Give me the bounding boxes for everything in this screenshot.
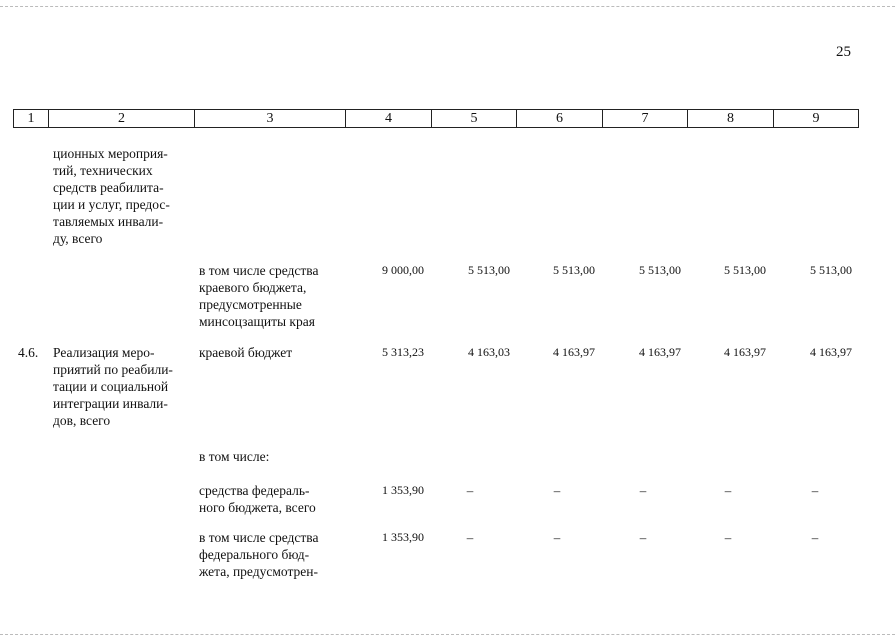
- page-number: 25: [836, 44, 851, 60]
- header-cell-3: 3: [195, 110, 346, 127]
- row-value-col4: 1 353,90: [382, 483, 424, 497]
- row-value-col6: 5 513,00: [553, 263, 595, 277]
- row-funding-source: в том числе средства федерального бюд- жета, предусмотрен-: [199, 530, 319, 579]
- row-value-col4: 1 353,90: [382, 530, 424, 544]
- header-cell-5: 5: [432, 110, 517, 127]
- row-item-number: 4.6.: [18, 345, 39, 360]
- row-value-col5: –: [466, 483, 474, 498]
- row-item-name: Реализация меро- приятий по реабили- тации и социальной интеграции инвали- дов, всего: [53, 345, 173, 428]
- row-value-col8: 4 163,97: [724, 345, 766, 359]
- scan-edge-top: [0, 6, 895, 7]
- header-cell-4: 4: [346, 110, 432, 127]
- row-funding-source: краевой бюджет: [199, 345, 293, 360]
- row-value-col9: –: [811, 483, 819, 498]
- row-value-col5: 4 163,03: [468, 345, 510, 359]
- row-value-col7: –: [639, 483, 647, 498]
- header-cell-9: 9: [812, 111, 820, 126]
- row-value-col4: 5 313,23: [382, 345, 424, 359]
- row-value-col4: 9 000,00: [382, 263, 424, 277]
- scan-edge-bottom: [0, 634, 895, 635]
- row-funding-source: в том числе средства краевого бюджета, предусмотренные минсоцзащиты края: [199, 263, 319, 329]
- row-value-col6: 4 163,97: [553, 345, 595, 359]
- row-value-col5: 5 513,00: [468, 263, 510, 277]
- row-value-col8: –: [724, 483, 732, 498]
- row-value-col9: 5 513,00: [810, 263, 852, 277]
- row-value-col6: –: [553, 483, 561, 498]
- header-cell-2: 2: [49, 110, 195, 127]
- row-value-col8: –: [724, 530, 732, 545]
- row-funding-source: средства федераль- ного бюджета, всего: [199, 483, 316, 515]
- header-cell-1: 1: [14, 110, 49, 127]
- row-item-name: ционных мероприя- тий, технических средств реабилита- ции и услуг, предос- тавляемых инвали- ду, всего: [53, 146, 170, 246]
- row-value-col9: 4 163,97: [810, 345, 852, 359]
- header-cell-7: 7: [603, 110, 688, 127]
- row-value-col8: 5 513,00: [724, 263, 766, 277]
- row-value-col7: 4 163,97: [639, 345, 681, 359]
- header-cell-6: 6: [517, 110, 603, 127]
- row-value-col9: –: [811, 530, 819, 545]
- row-value-col5: –: [466, 530, 474, 545]
- row-value-col7: –: [639, 530, 647, 545]
- table-header-row: [13, 109, 859, 128]
- row-value-col7: 5 513,00: [639, 263, 681, 277]
- row-value-col6: –: [553, 530, 561, 545]
- header-cell-8: 8: [688, 110, 774, 127]
- row-funding-source: в том числе:: [199, 449, 270, 464]
